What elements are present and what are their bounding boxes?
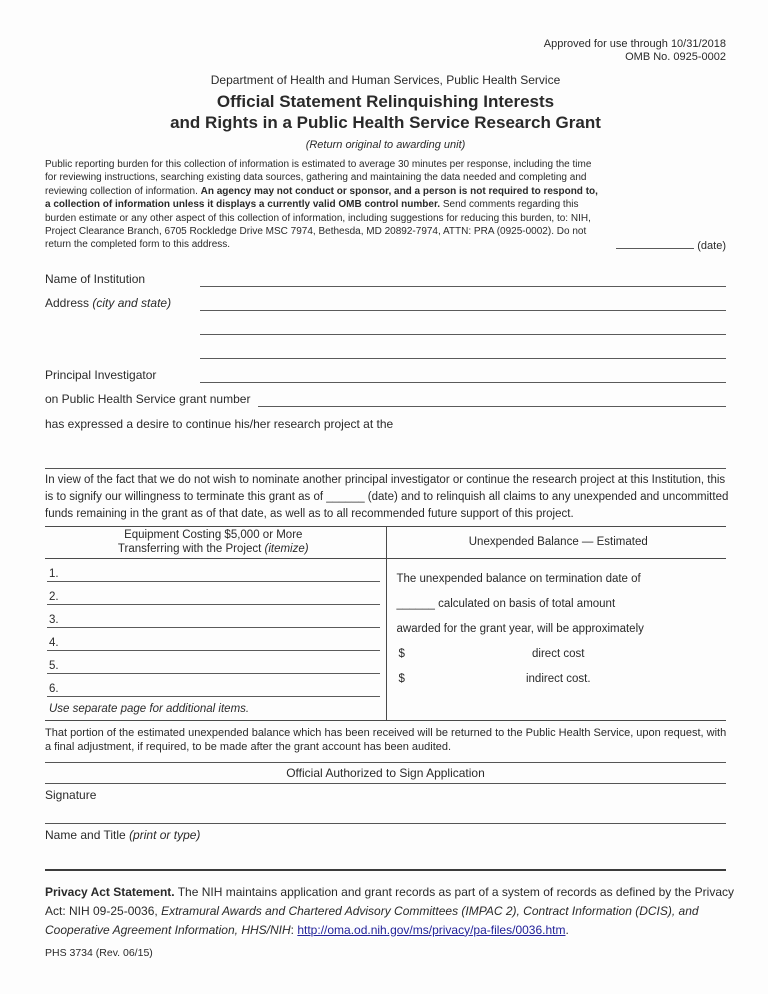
principal-investigator-input-line[interactable] (200, 363, 726, 383)
equipment-item-number-6: 6. (49, 683, 59, 695)
privacy-text-2: : (290, 922, 298, 937)
equipment-header-line2-text: Transferring with the Project (117, 542, 262, 555)
direct-cost-row (397, 640, 721, 665)
address-input-line-3[interactable] (200, 339, 726, 359)
field-row-address-3 (45, 335, 726, 359)
omb-number-text: OMB No. 0925-0002 (625, 51, 726, 63)
equipment-column-header (47, 527, 380, 558)
name-title-label: Name and Title (45, 827, 126, 842)
return-clause: That portion of the estimated unexpended balance which has been received will be returned to the Public Health Service, upon request, with a final adjustment, if required, to be made after the grant account has been audited. (45, 727, 727, 753)
burden-text-bold: An agency may not conduct or sponsor, and a person is not required to respond to, a collection of information unless it displays a currently valid OMB control number. (45, 185, 598, 211)
unexpended-balance-column (386, 527, 727, 720)
equipment-item-number-3: 3. (49, 614, 59, 626)
continue-research-text: has expressed a desire to continue his/her research project at the (45, 417, 394, 431)
equipment-item-row-1[interactable] (47, 559, 380, 582)
signature-field[interactable] (45, 784, 726, 824)
equipment-header-itemize-note: (itemize) (264, 542, 309, 555)
burden-statement (45, 158, 726, 254)
indirect-cost-dollar-sign: $ (398, 673, 405, 685)
field-row-address-2 (45, 311, 726, 335)
name-title-field[interactable] (45, 824, 726, 871)
balance-text-line3: awarded for the grant year, will be approximately (396, 623, 644, 635)
equipment-item-row-5[interactable] (47, 651, 380, 674)
field-row-principal-investigator (45, 359, 726, 383)
equipment-item-row-2[interactable] (47, 582, 380, 605)
privacy-text-1: The NIH maintains application and grant records as part of a system of records as defined by the Privacy Act: NIH 09-25-0036, (45, 884, 734, 918)
return-original-note: (Return original to awarding unit) (305, 139, 466, 151)
burden-date-slot (616, 240, 726, 253)
burden-text-normal-2: Send comments regarding this burden estimate or any other aspect of this collection of information, including suggestions for reducing this burden, to: NIH, Project Clearance Branch, 6705 Rockledge Drive MSC 7974, Bethesda, MD 20892-7974, ATTN: PRA (0925-0002). Do not return the completed form to this address. (45, 199, 591, 251)
form-title-line2: and Rights in a Public Health Service Research Grant (170, 113, 601, 132)
balance-text-line2: ______ calculated on basis of total amount (396, 598, 616, 610)
form-title-line1: Official Statement Relinquishing Interests (216, 92, 555, 111)
privacy-link[interactable]: http://oma.od.nih.gov/ms/privacy/pa-files/0036.htm (297, 922, 566, 937)
balance-text-line1: The unexpended balance on termination date of (396, 573, 641, 585)
equipment-header-line2 (47, 543, 380, 557)
privacy-text-3: . (565, 922, 569, 937)
address-input-line-2[interactable] (200, 315, 726, 335)
equipment-item-row-4[interactable] (47, 628, 380, 651)
equipment-item-row-6[interactable] (47, 674, 380, 697)
name-title-note: (print or type) (129, 827, 201, 842)
grant-number-label: on Public Health Service grant number (45, 392, 251, 406)
institution-label: Name of Institution (45, 272, 146, 286)
burden-date-label: (date) (697, 239, 726, 252)
equipment-item-number-4: 4. (49, 637, 59, 649)
field-row-grant-number (45, 383, 726, 407)
burden-paragraph (45, 158, 601, 252)
address-input-line-1[interactable] (200, 291, 726, 311)
indirect-cost-label: indirect cost. (525, 673, 591, 685)
equipment-header-line1: Equipment Costing $5,000 or More (124, 529, 303, 541)
equipment-balance-table (45, 526, 726, 721)
signature-label: Signature (45, 787, 97, 802)
institution-fields (45, 263, 726, 431)
equipment-item-number-2: 2. (49, 591, 59, 603)
principal-investigator-label: Principal Investigator (45, 368, 157, 382)
privacy-text-italic: Extramural Awards and Chartered Advisory Committees (IMPAC 2), Contract Information (DCIS), and Cooperative Agreement Information, HHS/NIH (45, 903, 699, 937)
approval-date-text: Approved for use through 10/31/2018 (543, 38, 726, 50)
continue-research-line (45, 407, 726, 431)
address-blank-label (45, 334, 200, 335)
termination-statement: In view of the fact that we do not wish to nominate another principal investigator or continue the research project at this Institution, this is to signify our willingness to terminate this grant as of ______ (date) and to relinquish all claims to any unexpended and uncommitted funds remaining in the grant as of that date, as well as to all recommended future support of this project. (45, 474, 729, 520)
equipment-item-row-3[interactable] (47, 605, 380, 628)
sign-section-header: Official Authorized to Sign Application (286, 765, 485, 780)
approval-block (45, 38, 726, 64)
field-row-institution (45, 263, 726, 287)
equipment-column (45, 527, 386, 720)
unexpended-balance-header: Unexpended Balance — Estimated (468, 535, 648, 548)
address-blank-label-2 (45, 358, 200, 359)
equipment-item-number-1: 1. (49, 568, 59, 580)
burden-date-line[interactable] (616, 248, 694, 249)
address-label-note: (city and state) (92, 296, 172, 310)
address-label-text: Address (45, 296, 90, 310)
equipment-item-number-5: 5. (49, 660, 59, 672)
direct-cost-dollar-sign: $ (398, 648, 405, 660)
grant-number-input-line[interactable] (258, 387, 726, 407)
equipment-separate-page-note: Use separate page for additional items. (49, 702, 250, 715)
form-number: PHS 3734 (Rev. 06/15) (45, 946, 153, 959)
field-row-address (45, 287, 726, 311)
direct-cost-label: direct cost (532, 648, 585, 660)
address-label (45, 296, 200, 311)
indirect-cost-row (397, 665, 721, 690)
institution-input-line[interactable] (200, 267, 726, 287)
department-line: Department of Health and Human Services, Public Health Service (210, 73, 561, 87)
privacy-heading: Privacy Act Statement. (45, 884, 175, 899)
privacy-act-statement (45, 883, 735, 940)
burden-text-normal-1: Public reporting burden for this collection of information is estimated to average 30 minutes per response, including the time for reviewing instructions, searching existing data sources, gathering and maintaining the data needed and completing and reviewing collection of information. (45, 159, 592, 197)
form-title (45, 91, 726, 133)
